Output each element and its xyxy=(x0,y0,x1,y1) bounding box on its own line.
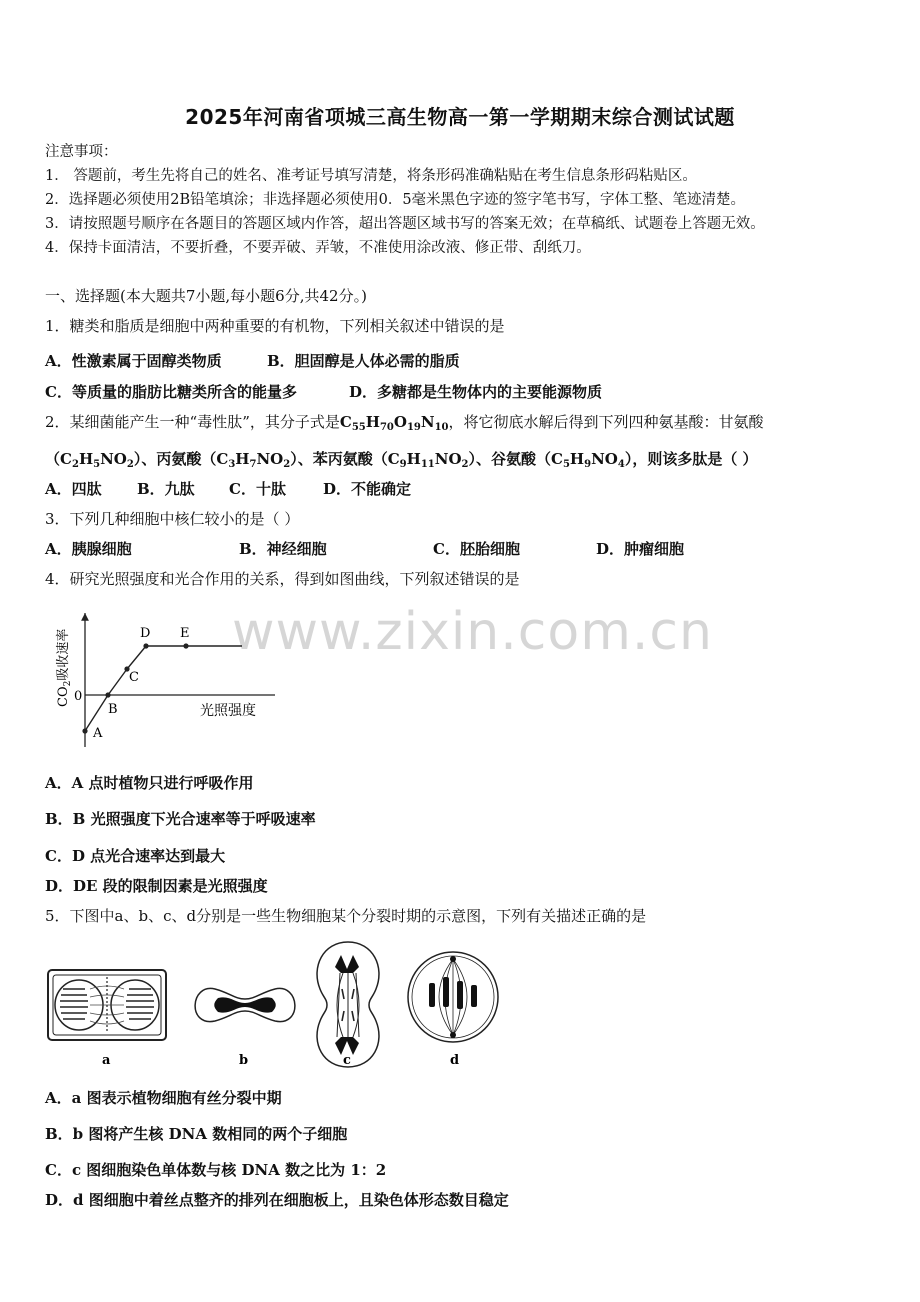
q2-glutamate: ）、谷氨酸（ xyxy=(468,450,551,468)
label-figure-a: a xyxy=(102,1053,111,1068)
label-d: D xyxy=(140,626,151,641)
q3-option-a: A．胰腺细胞 xyxy=(45,540,132,558)
question-3-stem: 3．下列几种细胞中核仁较小的是（ ） xyxy=(45,510,300,528)
q3-option-d: D．肿瘤细胞 xyxy=(596,540,685,558)
note-item-3: 3．请按照题号顺序在各题目的答题区域内作答，超出答题区域书写的答案无效；在草稿纸、试题卷上答题无效。 xyxy=(45,216,765,232)
label-figure-b: b xyxy=(239,1053,249,1068)
q2-formula: $C_{55}H_{70}O_{19}N_{10}$ xyxy=(339,413,449,433)
q5-option-c: C．c 图细胞染色单体数与核 DNA 数之比为 1：2 xyxy=(45,1161,387,1179)
q3-option-b: B．神经细胞 xyxy=(239,540,327,558)
photosynthesis-graph xyxy=(45,605,285,755)
label-figure-c: c xyxy=(343,1053,351,1068)
q4-option-c: C．D 点光合速率达到最大 xyxy=(45,847,226,865)
q5-option-d: D．d 图细胞中着丝点整齐的排列在细胞板上，且染色体形态数目稳定 xyxy=(45,1191,509,1209)
q2-paren: （ xyxy=(45,450,61,468)
q4-option-d: D．DE 段的限制因素是光照强度 xyxy=(45,877,268,895)
q2-phenylalanine: ）、苯丙氨酸（ xyxy=(290,450,388,468)
note-item-2: 2．选择题必须使用2B铅笔填涂；非选择题必须使用0．5毫米黑色字迹的签字笔书写，字体工整、笔迹清楚。 xyxy=(45,192,746,208)
point-e xyxy=(183,643,188,648)
y-axis-label: $CO_2$吸收速率 xyxy=(56,628,73,707)
x-axis-label: 光照强度 xyxy=(200,703,256,719)
label-b: B xyxy=(108,702,118,717)
q2-stem-pre: 2．某细菌能产生一种“毒性肽”，其分子式是 xyxy=(45,413,340,431)
origin-label: 0 xyxy=(74,689,83,704)
q2-alanine: ）、丙氨酸（ xyxy=(133,450,217,468)
notes-heading: 注意事项： xyxy=(45,144,118,160)
q1-option-d: D．多糖都是生物体内的主要能源物质 xyxy=(349,383,603,401)
q2-end: ），则该多肽是（ ） xyxy=(624,450,758,468)
watermark: www.zixin.com.cn xyxy=(232,602,713,662)
label-c: C xyxy=(129,670,139,685)
label-a: A xyxy=(93,726,103,741)
note-item-1: 1． 答题前，考生先将自己的姓名、准考证号填写清楚，将条形码准确粘贴在考生信息条形码粘贴区。 xyxy=(45,168,697,184)
label-figure-d: d xyxy=(450,1053,460,1068)
q1-option-a: A．性激素属于固醇类物质 xyxy=(45,352,222,370)
question-1-stem: 1．糖类和脂质是细胞中两种重要的有机物，下列相关叙述中错误的是 xyxy=(45,317,505,335)
q2-option-d: D．不能确定 xyxy=(323,480,412,498)
page-title: 2025年河南省项城三高生物高一第一学期期末综合测试试题 xyxy=(185,105,735,129)
point-a xyxy=(82,728,87,733)
point-d xyxy=(143,643,148,648)
q4-option-a: A．A 点时植物只进行呼吸作用 xyxy=(45,774,254,792)
figure-d xyxy=(408,952,498,1042)
q5-option-a: A．a 图表示植物细胞有丝分裂中期 xyxy=(45,1089,282,1107)
figure-a xyxy=(48,970,166,1040)
q2-stem-post: ，将它彻底水解后得到下列四种氨基酸：甘氨酸 xyxy=(448,413,764,431)
q2-option-c: C．十肽 xyxy=(229,480,286,498)
q1-option-b: B．胆固醇是人体必需的脂质 xyxy=(267,352,460,370)
q3-option-c: C．胚胎细胞 xyxy=(433,540,520,558)
question-5-stem: 5．下图中a、b、c、d分别是一些生物细胞某个分裂时期的示意图，下列有关描述正确的是 xyxy=(45,907,647,925)
q4-option-b: B．B 光照强度下光合速率等于呼吸速率 xyxy=(45,810,316,828)
note-item-4: 4．保持卡面清洁，不要折叠，不要弄破、弄皱，不准使用涂改液、修正带、刮纸刀。 xyxy=(45,240,591,256)
q2-option-a: A．四肽 xyxy=(45,480,102,498)
q5-option-b: B．b 图将产生核 DNA 数相同的两个子细胞 xyxy=(45,1125,348,1143)
point-b xyxy=(105,692,110,697)
q2-option-b: B．九肽 xyxy=(137,480,195,498)
question-4-stem: 4．研究光照强度和光合作用的关系，得到如图曲线，下列叙述错误的是 xyxy=(45,570,520,588)
question-2-amino-acids: $(C_2H_5NO_2)$、丙氨酸$(C_3H_7NO_2)$、苯丙氨酸$(C_9H_{11}NO_2)$、谷氨酸$(C_5H_9NO_4)$，则该多肽是（ ） xyxy=(45,450,758,470)
section-heading: 一、选择题(本大题共7小题,每小题6分,共42分。) xyxy=(45,287,367,305)
label-e: E xyxy=(180,626,190,641)
q1-option-c: C．等质量的脂肪比糖类所含的能量多 xyxy=(45,383,297,401)
question-2-stem xyxy=(45,411,764,432)
figure-b xyxy=(195,988,295,1021)
figure-c xyxy=(317,942,379,1067)
cell-division-figures xyxy=(45,937,515,1072)
